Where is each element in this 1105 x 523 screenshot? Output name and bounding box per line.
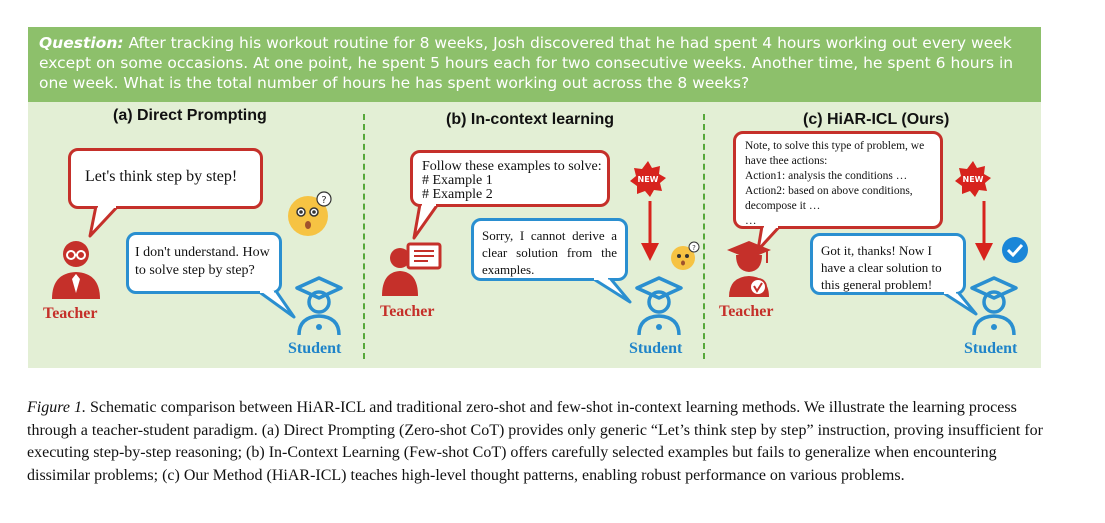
panel-c-teacher-line-3: Action2: based on above conditions, decompose it … (745, 185, 913, 212)
figure-caption (27, 397, 1047, 487)
checkmark-badge-icon (1000, 235, 1030, 265)
panel-c-down-arrow-icon (972, 199, 996, 265)
question-text (39, 33, 1034, 93)
student-b-icon (633, 275, 685, 337)
caption-label: Figure 1. (27, 399, 86, 416)
panel-a-teacher-label: Teacher (43, 305, 98, 322)
panel-b-teacher-line-2: # Example 1 (422, 173, 493, 188)
svg-text:?: ? (321, 195, 327, 206)
panel-c-teacher-label: Teacher (719, 303, 774, 320)
divider-a-b (363, 114, 365, 359)
panel-a-title: (a) Direct Prompting (113, 107, 267, 124)
panel-b-student-bubble (471, 218, 628, 281)
panel-b-confused-emoji-icon (670, 240, 700, 272)
svg-text:?: ? (692, 244, 696, 252)
question-body: After tracking his workout routine for 8 weeks, Josh discovered that he had spent 4 hours working out every week except on some occasions. At one point, he spent 5 hours each for two consecutive weeks. Another time, he spent 6 hours in one week. What is the total number of hours he has spent working out across the 8 weeks? (39, 34, 1014, 92)
panel-b-student-label: Student (629, 340, 683, 357)
panel-c-teacher-line-4: … (745, 215, 757, 227)
panel-b-new-badge-text: NEW (637, 175, 659, 184)
panel-c-new-badge-text: NEW (962, 175, 984, 184)
panel-c-title: (c) HiAR-ICL (Ours) (803, 111, 950, 128)
panel-a-teacher-text: Let's think step by step! (85, 168, 238, 185)
teacher-a-icon (48, 237, 104, 299)
question-banner (28, 27, 1041, 102)
panel-c-student-label: Student (964, 340, 1018, 357)
panel-b-new-badge-icon (628, 159, 668, 199)
panel-b-teacher-line-3: # Example 2 (422, 187, 493, 202)
panel-c-teacher-bubble (733, 131, 943, 229)
figure-1 (28, 27, 1041, 368)
panel-c-teacher-line-1: Note, to solve this type of problem, we have thee actions: (745, 140, 925, 167)
panel-c-new-badge-icon (953, 159, 993, 199)
teacher-b-icon (378, 240, 444, 296)
caption-text: Schematic comparison between HiAR-ICL and traditional zero-shot and few-shot in-context learning methods. We illustrate the learning process through a teacher-student paradigm. (a) Direct Prompting (Zero-shot CoT) provides only generic “Let’s think step by step” instruction, proving insufficient for executing step-by-step reasoning; (b) In-Context Learning (Few-shot CoT) offers carefully selected examples but fails to generalize when encountering dissimilar problems; (c) Our Method (HiAR-ICL) teaches high-level thought patterns, enabling robust performance on various problems. (27, 399, 1044, 484)
teacher-c-icon (725, 239, 777, 297)
question-label: Question: (39, 34, 124, 52)
panel-b-teacher-bubble (410, 150, 610, 207)
panel-c-teacher-line-2: Action1: analysis the conditions … (745, 170, 908, 182)
panel-b-teacher-label: Teacher (380, 303, 435, 320)
divider-b-c (703, 114, 705, 359)
panel-a-student-label: Student (288, 340, 342, 357)
panel-c-student-text: Got it, thanks! Now I have a clear solution to this general problem! (821, 243, 942, 292)
student-a-icon (293, 275, 345, 337)
panel-c-student-bubble (810, 233, 966, 295)
panel-a-student-text: I don't understand. How to solve step by step? (135, 245, 270, 278)
panel-b-title: (b) In-context learning (446, 111, 614, 128)
panel-a-teacher-bubble (68, 148, 263, 209)
student-c-icon (968, 275, 1020, 337)
panel-b-student-text: Sorry, I cannot derive a clear solution from the examples. (482, 228, 617, 277)
panel-b-down-arrow-icon (638, 199, 662, 265)
panel-b-student-bubble-tail (588, 278, 638, 308)
panel-a-student-bubble (126, 232, 282, 294)
panel-b-teacher-line-1: Follow these examples to solve: (422, 159, 602, 174)
confused-emoji-icon (286, 190, 336, 238)
